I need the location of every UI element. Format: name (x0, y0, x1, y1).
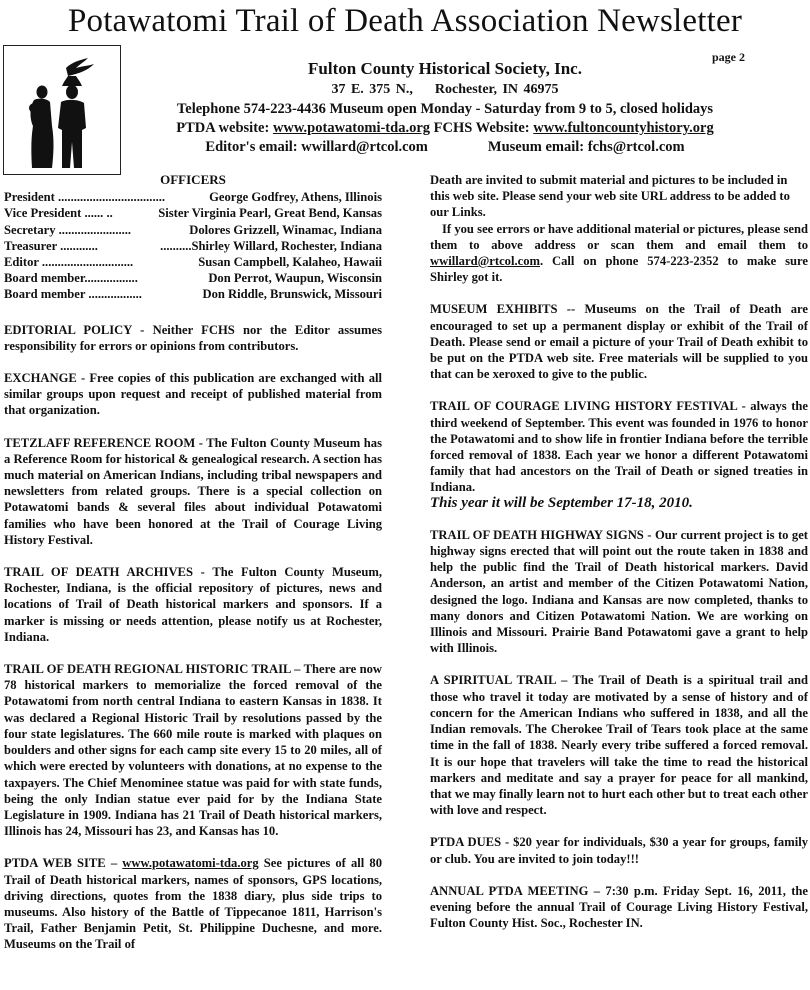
officer-role: Board member................. (4, 271, 138, 286)
officers-list (4, 189, 382, 302)
officer-role: Editor ............................. (4, 255, 134, 270)
article-body: The Fulton County Museum has a Reference Room for historical & genealogical research. A section has much material on American Indians, including tribal newspapers and newsletters from related groups. There is a special collection on Potawatomi bands & several files about individual Potawatomi families who have been honored at the Trail of Courage Living History Festival. (4, 435, 382, 547)
article-body: $20 year for individuals, $30 a year for groups, family or club. You are invited to join today!!! (430, 835, 808, 866)
article-heading: EDITORIAL POLICY - (4, 322, 153, 337)
logo (3, 45, 121, 175)
officer-name: Sister Virginia Pearl, Great Bend, Kansas (158, 206, 382, 221)
officer-row (4, 189, 382, 205)
ptda-website-link[interactable]: www.potawatomi-tda.org (272, 120, 431, 136)
officer-name: Susan Campbell, Kalaheo, Hawaii (198, 255, 382, 270)
officer-role: Secretary ....................... (4, 222, 132, 237)
festival-date-note: This year it will be September 17-18, 2010. (430, 494, 693, 511)
officer-name: Don Riddle, Brunswick, Missouri (202, 287, 382, 302)
web-site-link[interactable]: www.potawatomi-tda.org (122, 856, 259, 871)
org-address: 37 E. 375 N., Rochester, IN 46975 (331, 82, 559, 97)
article-body: There are now 78 historical markers to memorialize the forced removal of the Potawatomi from north central Indiana to eastern Kansas in 1838. It was declared a Regional Historic Trail by resolutions passed by the four state legislatures. The 660 mile route is marked with plaques on boulders and other signs for each camp site every 15 to 20 miles, all of which were erected by volunteers with donations, at no expense to the taxpayers. The Chief Menominee statue was paid for with state funds, being the only Indian statue ever paid for by the Indiana State Legislature in 1909. Indiana has 21 Trail of Death historical markers, Illinois has 24, Missouri has 23, and Kansas has 10. (4, 662, 382, 839)
article-body: 7:30 p.m. Friday Sept. 16, 2011, the evening before the annual Trail of Courage Living History Festival, Fulton County Hist. Soc., Rochester IN. (430, 883, 808, 931)
article-body: always the third weekend of September. This event was founded in 1976 to honor the Potawatomi and to show life in frontier Indiana before the terrible forced removal of 1838. Each year we honor a different Potawatomi family that had ancestors on the Trail of Death or signed treaties in Indiana. (430, 399, 808, 495)
article-heading: TRAIL OF DEATH HIGHWAY SIGNS - (430, 527, 655, 542)
article-heading: TRAIL OF COURAGE LIVING HISTORY FESTIVAL - (430, 399, 751, 414)
article-ptda-dues (430, 834, 808, 866)
article-heading: TRAIL OF DEATH REGIONAL HISTORIC TRAIL – (4, 662, 304, 677)
telephone-line: Telephone 574-223-4436 Museum open Monday - Saturday from 9 to 5, closed holidays (176, 101, 714, 117)
officer-role: President .................................. (4, 190, 166, 205)
article-trail-of-death-regional-historic-trail (4, 661, 382, 839)
officer-row (4, 270, 382, 286)
article-trail-of-courage-living-history-festival (430, 398, 808, 495)
right-articles-more (430, 527, 808, 931)
article-trail-of-death-highway-signs (430, 527, 808, 657)
web-site-article: PTDA WEB SITE – www.potawatomi-tda.org See pictures of all 80 Trail of Death historical markers, names of sponsors, GPS locations, driving directions, quotes from the 1838 diary, plus side trips to museums. Also history of the Battle of Tippecanoe 1811, Harrison's Trail, Father Benjamin Petit, St. Philippine Duchesne, and more. Museums on the Trail of (4, 856, 382, 952)
silhouette-figures-icon (4, 46, 119, 173)
article-editorial-policy (4, 322, 382, 354)
article-body: Our current project is to get highway signs erected that will point out the route taken in 1838 and help the public find the Trail of Death historical markers. David Anderson, an artist and member of the Citizen Potawatomi Nation, designed the logo. Indiana and Kansas are now completed, thanks to many donors and Citizen Potawatomi Nation. We are working on Illinois and Missouri. Prairie Band Potawatomi gave a grant to help with Illinois. (430, 527, 808, 656)
left-articles (4, 322, 382, 840)
editor-email-link[interactable]: wwillard@rtcol.com (430, 254, 540, 269)
article-a-spiritual-trail (430, 672, 808, 818)
article-heading: A SPIRITUAL TRAIL – (430, 673, 573, 688)
article-exchange (4, 370, 382, 419)
article-annual-ptda-meeting (430, 883, 808, 932)
newsletter-masthead: Potawatomi Trail of Death Association Newsletter (67, 3, 743, 39)
right-articles (430, 301, 808, 495)
article-body: Free copies of this publication are exchanged with all similar groups upon request and receipt of published material from that organization. (4, 371, 382, 418)
fchs-website-link[interactable]: www.fultoncountyhistory.org (533, 120, 714, 136)
org-name: Fulton County Historical Society, Inc. (308, 59, 582, 78)
left-column (4, 172, 382, 969)
officer-row (4, 254, 382, 270)
officer-role: Board member ................. (4, 287, 142, 302)
article-body: The Fulton County Museum, Rochester, Indiana, is the official repository of pictures, news and locations of Trail of Death historical markers and sponsors. If a marker is missing or needs attention, please notify us at Rochester, Indiana. (4, 565, 383, 644)
officer-name: ..........Shirley Willard, Rochester, Indiana (160, 238, 382, 253)
officers-heading: OFFICERS (160, 172, 226, 187)
article-body: Neither FCHS nor the Editor assumes responsibility for errors or opinions from contributors. (4, 322, 382, 353)
website-line: PTDA website: www.potawatomi-tda.org FCHS Website: www.fultoncountyhistory.org (176, 120, 714, 136)
officer-row (4, 238, 382, 254)
officer-row (4, 286, 382, 302)
article-heading: TETZLAFF REFERENCE ROOM - (4, 435, 207, 450)
officer-role: Treasurer ............ (4, 238, 98, 253)
officer-name: Dolores Grizzell, Winamac, Indiana (189, 222, 382, 237)
continued-text: Death are invited to submit material and pictures to be included in this web site. Please send your web site URL address to be added to our Links. (430, 173, 790, 220)
society-header (125, 58, 765, 157)
officer-name: Don Perrot, Waupun, Wisconsin (208, 271, 382, 286)
page-number: page 2 (712, 50, 745, 64)
officer-row (4, 205, 382, 221)
officer-role: Vice President ...... .. (4, 206, 113, 221)
officer-name: George Godfrey, Athens, Illinois (209, 190, 382, 205)
article-body: Museums on the Trail of Death are encouraged to set up a permanent display or exhibit of the Trail of Death. Please send or email a picture of your Trail of Death exhibit to be put on the PTDA web site. Free materials will be supplied to you that can be xeroxed to give to the public. (430, 302, 808, 382)
officer-row (4, 222, 382, 238)
right-column (430, 172, 808, 947)
article-heading: EXCHANGE - (4, 371, 90, 386)
article-body: The Trail of Death is a spiritual trail and those who travel it today are motivated by a sense of history and of concern for the American Indians who suffered in 1838, and all the Indian removals. The Cherokee Trail of Tears took place at the same time in the fall of 1838. Nearly every tribe suffered a forced removal. It is our hope that travelers will take the time to read the historical markers and meditate and say a prayer for peace for all mankind, that we may finally learn not to hurt each other but to treat each other with love and respect. (430, 673, 808, 818)
article-heading: ANNUAL PTDA MEETING – (430, 883, 606, 898)
article-trail-of-death-archives (4, 564, 382, 645)
article-heading: TRAIL OF DEATH ARCHIVES - (4, 565, 213, 580)
article-museum-exhibits (430, 301, 808, 382)
article-heading: PTDA DUES - (430, 835, 514, 850)
article-tetzlaff-reference-room (4, 435, 382, 548)
errors-paragraph: If you see errors or have additional material or pictures, please send them to above address or scan them and email them to wwillard@rtcol.com. Call on phone 574-223-2352 to make sure Shirley got it. (430, 221, 808, 285)
email-line: Editor's email: wwillard@rtcol.com Museum email: fchs@rtcol.com (205, 139, 685, 155)
article-heading: MUSEUM EXHIBITS -- (430, 302, 585, 317)
